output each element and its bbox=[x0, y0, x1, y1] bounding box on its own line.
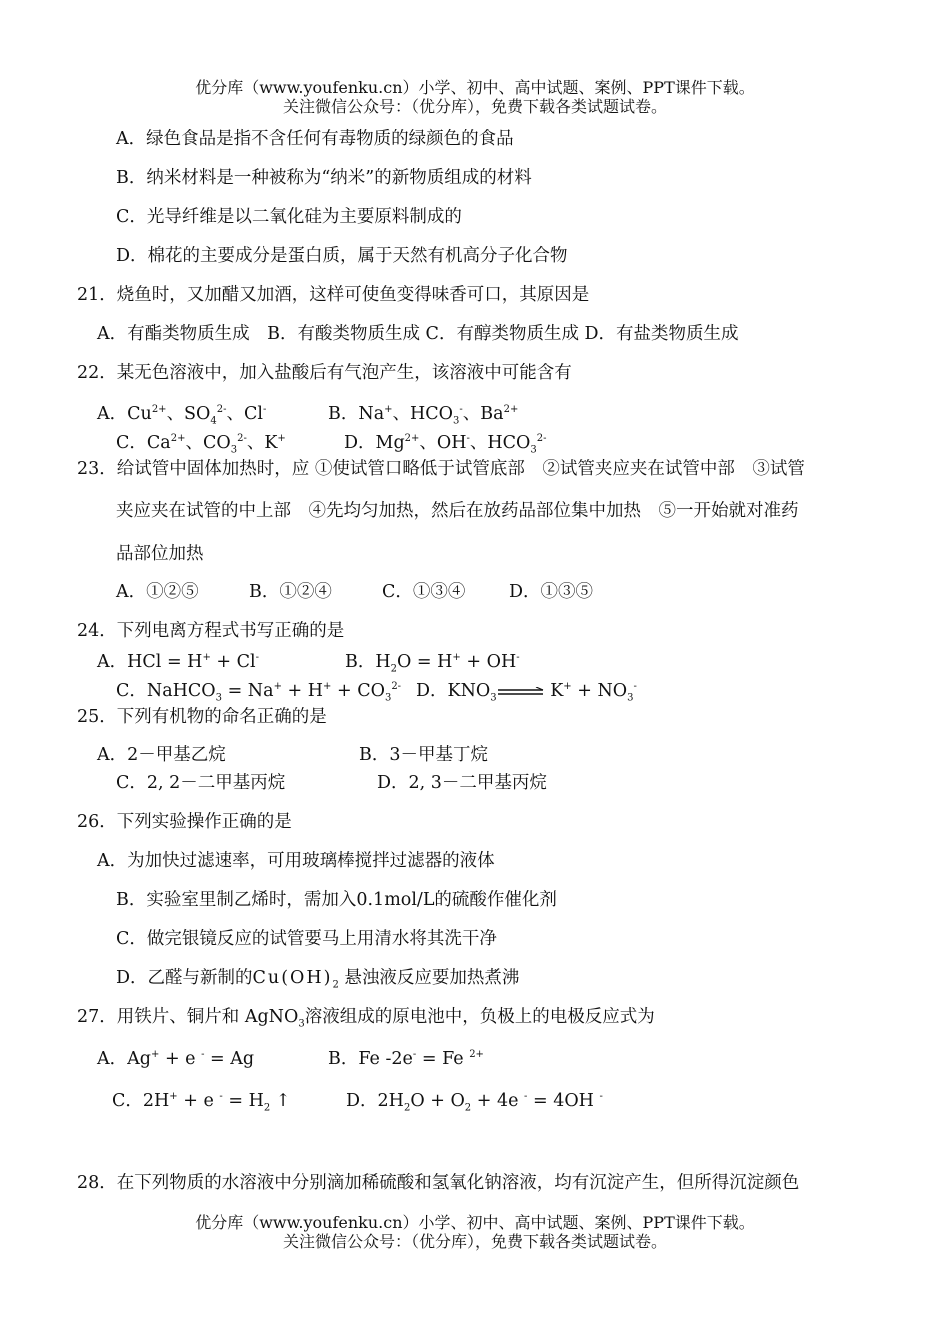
q22-stem: 22．某无色溶液中，加入盐酸后有气泡产生，该溶液中可能含有 bbox=[77, 363, 572, 383]
q23-option-d: D．①③⑤ bbox=[509, 582, 594, 602]
q24-d-label: D． bbox=[416, 681, 448, 701]
q27-stem bbox=[77, 1006, 655, 1028]
q27-stem-subscript: 3 bbox=[298, 1018, 305, 1030]
q20-option-d: D．棉花的主要成分是蛋白质，属于天然有机高分子化合物 bbox=[116, 246, 568, 266]
q25-stem: 25．下列有机物的命名正确的是 bbox=[77, 707, 327, 727]
q20-option-b: B．纳米材料是一种被称为“纳米”的新物质组成的材料 bbox=[116, 168, 532, 188]
page-header bbox=[0, 78, 950, 116]
q24-option-b: B．$H_2O = H^+ + OH^-$ bbox=[345, 652, 520, 675]
q27-c-label: C． bbox=[112, 1091, 143, 1111]
q26-option-c: C．做完银镜反应的试管要马上用清水将其洗干净 bbox=[116, 929, 497, 949]
q22-c-label: C． bbox=[116, 433, 147, 453]
q22-a-label: A． bbox=[97, 404, 128, 424]
q27-d-label: D． bbox=[346, 1091, 378, 1111]
q26-option-a: A．为加快过滤速率，可用玻璃棒搅拌过滤器的液体 bbox=[97, 851, 495, 871]
q24-c-label: C． bbox=[116, 681, 147, 701]
q22-option-b: B．Na+、$HCO_3^-$、$Ba^{2+}$ bbox=[328, 404, 519, 427]
q28-stem: 28．在下列物质的水溶液中分别滴加稀硫酸和氢氧化钠溶液，均有沉淀产生，但所得沉淀颜色 bbox=[77, 1173, 800, 1193]
q27-option-c: C．2H+ + e $^- = H_2$ ↑ bbox=[112, 1091, 291, 1114]
q25-option-b: B．3－甲基丁烷 bbox=[359, 745, 488, 765]
header-line-1: 优分库（www.youfenku.cn）小学、初中、高中试题、案例、PPT课件下载。 bbox=[195, 78, 755, 97]
page-footer bbox=[0, 1213, 950, 1251]
q27-option-d: D．$2H_2O + O_2 + 4e$ - = 4OH - bbox=[346, 1091, 603, 1114]
q23-stem-line-3: 品部位加热 bbox=[116, 544, 204, 564]
q27-stem-a: 27．用铁片、铜片和 AgNO bbox=[77, 1007, 299, 1027]
header-line-2: 关注微信公众号：（优分库），免费下载各类试题试卷。 bbox=[282, 97, 667, 116]
q21-options: A．有酯类物质生成 B．有酸类物质生成 C．有醇类物质生成 D．有盐类物质生成 bbox=[97, 324, 739, 344]
q22-b-label: B． bbox=[328, 404, 359, 424]
q27-option-a: A．Ag+ + e - = Ag bbox=[97, 1049, 255, 1069]
q26-d-subscript: 2 bbox=[332, 979, 339, 991]
q22-d-label: D． bbox=[344, 433, 376, 453]
q23-option-c: C．①③④ bbox=[382, 582, 466, 602]
q24-stem: 24．下列电离方程式书写正确的是 bbox=[77, 621, 345, 641]
q23-stem-line-2: 夹应夹在试管的中上部 ④先均匀加热，然后在放药品部位集中加热 ⑤一开始就对准药 bbox=[116, 501, 799, 521]
q20-option-c: C．光导纤维是以二氧化硅为主要原料制成的 bbox=[116, 207, 462, 227]
q26-d-formula: Cu(OH) bbox=[252, 968, 333, 988]
q26-d-tail: 悬浊液反应要加热煮沸 bbox=[338, 968, 520, 988]
q22-option-c: C．$Ca^{2+}$、$CO_3^{2-}$、K+ bbox=[116, 433, 286, 456]
q24-option-d: D．$KNO_3$ $K^+ + NO_3^-$ bbox=[416, 681, 637, 704]
q22-option-d: D．$Mg^{2+}$、OH-、$HCO_3^{2-}$ bbox=[344, 433, 547, 456]
q27-b-label: B． bbox=[328, 1049, 359, 1069]
q20-option-a: A．绿色食品是指不含任何有毒物质的绿颜色的食品 bbox=[116, 129, 514, 149]
q26-option-d bbox=[116, 967, 519, 989]
q21-stem: 21．烧鱼时，又加醋又加酒，这样可使鱼变得味香可口，其原因是 bbox=[77, 285, 590, 305]
q22-option-a: A．$Cu^{2+}$、$SO_4^{2-}$、Cl- bbox=[97, 404, 267, 427]
q25-option-c: C．2, 2－二甲基丙烷 bbox=[116, 773, 286, 793]
q26-d-text: D．乙醛与新制的 bbox=[116, 968, 253, 988]
reversible-arrow-icon bbox=[497, 687, 545, 697]
footer-line-1: 优分库（www.youfenku.cn）小学、初中、高中试题、案例、PPT课件下载。 bbox=[195, 1213, 755, 1232]
q24-b-label: B． bbox=[345, 652, 376, 672]
q27-option-b: B．Fe -2e- = Fe $^{2+}$ bbox=[328, 1049, 484, 1069]
q23-option-a: A．①②⑤ bbox=[116, 582, 199, 602]
q26-option-b: B．实验室里制乙烯时，需加入0.1mol/L的硫酸作催化剂 bbox=[116, 890, 557, 910]
q27-a-label: A． bbox=[97, 1049, 128, 1069]
q23-option-b: B．①②④ bbox=[249, 582, 332, 602]
q24-a-label: A． bbox=[97, 652, 128, 672]
q24-option-c: C．NaHCO$_3$ = $Na^+ + H^+ + CO_3^{2-}$ bbox=[116, 681, 402, 704]
q26-stem: 26．下列实验操作正确的是 bbox=[77, 812, 292, 832]
q24-option-a: A．HCl = H+ + Cl- bbox=[97, 652, 260, 672]
q23-stem-line-1: 23．给试管中固体加热时，应 ①使试管口略低于试管底部 ②试管夹应夹在试管中部 ③试管 bbox=[77, 459, 805, 479]
q25-option-d: D．2, 3－二甲基丙烷 bbox=[377, 773, 547, 793]
footer-line-2: 关注微信公众号：（优分库），免费下载各类试题试卷。 bbox=[282, 1232, 667, 1251]
q25-option-a: A．2－甲基乙烷 bbox=[97, 745, 226, 765]
q27-stem-b: 溶液组成的原电池中，负极上的电极反应式为 bbox=[304, 1007, 655, 1027]
